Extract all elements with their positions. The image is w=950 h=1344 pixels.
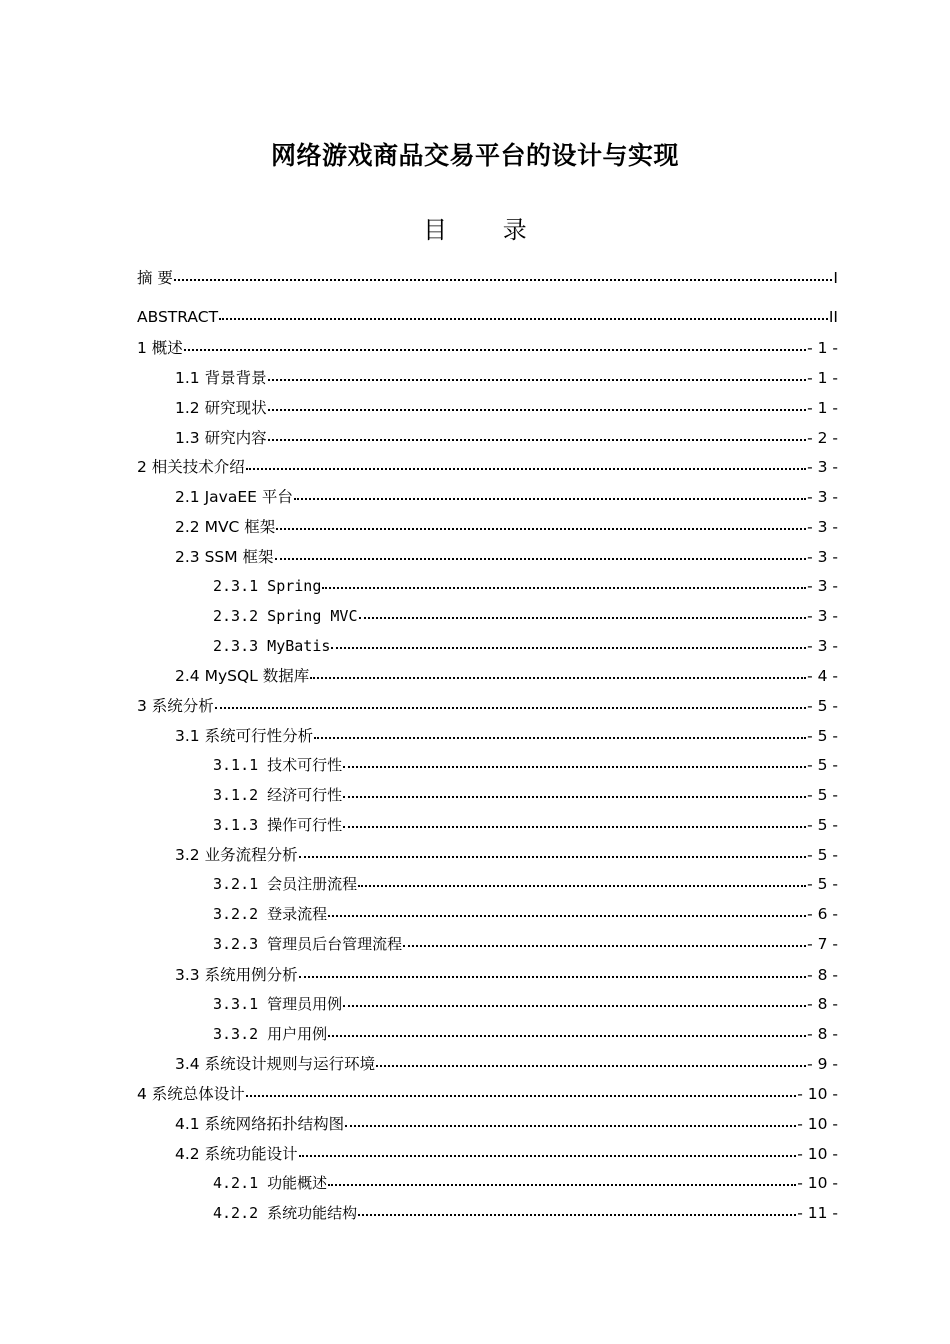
toc-page-number: - 5 - — [807, 785, 838, 804]
toc-entry-label: 4.2.2 系统功能结构 — [213, 1203, 358, 1222]
toc-entry[interactable] — [137, 993, 838, 1015]
toc-entry[interactable] — [137, 1112, 838, 1134]
toc-page-number: - 3 - — [807, 606, 838, 625]
toc-dot-leader — [343, 782, 806, 798]
toc-page-number: - 9 - — [807, 1055, 838, 1074]
toc-dot-leader — [358, 1200, 796, 1216]
toc-dot-leader — [328, 1170, 796, 1186]
toc-dot-leader — [376, 1051, 806, 1067]
toc-page-number: - 11 - — [797, 1203, 838, 1222]
toc-page-number: - 10 - — [797, 1085, 838, 1104]
toc-page-number: - 10 - — [797, 1115, 838, 1134]
toc-page-number: - 5 - — [807, 846, 838, 865]
toc-entry-label: 3.2.3 管理员后台管理流程 — [213, 935, 403, 953]
toc-page-number: II — [828, 308, 838, 326]
toc-entry-label: 3.2.1 会员注册流程 — [213, 875, 358, 894]
toc-entry-label: 1.2 研究现状 — [175, 398, 267, 417]
toc-entry[interactable] — [137, 1142, 838, 1164]
toc-entry[interactable] — [137, 426, 838, 448]
toc-entry[interactable] — [137, 515, 838, 537]
toc-entry[interactable] — [137, 1082, 838, 1104]
toc-entry[interactable] — [137, 635, 838, 657]
toc-dot-leader — [268, 365, 807, 381]
toc-dot-leader — [358, 871, 806, 887]
toc-dot-leader — [403, 931, 806, 947]
toc-page-number: - 3 - — [807, 518, 838, 537]
toc-page-number: - 7 - — [807, 935, 838, 953]
toc-dot-leader — [299, 1141, 797, 1157]
toc-entry-label: 3 系统分析 — [137, 697, 214, 716]
toc-entry-label: 3.2.2 登录流程 — [213, 905, 328, 924]
toc-page-number: - 5 - — [807, 697, 838, 716]
toc-page-number: - 1 - — [807, 339, 838, 357]
toc-entry[interactable] — [137, 366, 838, 388]
toc-page-number: - 1 - — [807, 398, 838, 417]
toc-entry[interactable] — [137, 933, 838, 955]
toc-dot-leader — [310, 663, 806, 679]
toc-entry-label: 1 概述 — [137, 339, 183, 357]
toc-page-number: - 3 - — [807, 636, 838, 655]
toc-entry[interactable] — [137, 724, 838, 746]
toc-dot-leader — [299, 962, 807, 978]
toc-dot-leader — [268, 395, 807, 411]
toc-entry[interactable] — [137, 605, 838, 627]
toc-entry-label: 3.1 系统可行性分析 — [175, 727, 314, 746]
toc-page-number: - 6 - — [807, 905, 838, 924]
toc-entry-label: 2 相关技术介绍 — [137, 458, 245, 477]
toc-page-number: I — [833, 269, 838, 287]
toc-page-number: - 3 - — [807, 547, 838, 566]
toc-dot-leader — [299, 842, 807, 858]
toc-entry[interactable] — [137, 1052, 838, 1074]
toc-entry-label: 1.3 研究内容 — [175, 428, 267, 447]
toc-page-number: - 8 - — [807, 1024, 838, 1043]
toc-dot-leader — [268, 425, 807, 441]
toc-entry[interactable] — [137, 1202, 838, 1224]
toc-entry-label: 2.3.1 Spring — [213, 576, 322, 595]
toc-entry-label: 2.1 JavaEE 平台 — [175, 488, 293, 507]
toc-entry-label: 2.3.3 MyBatis — [213, 636, 331, 655]
toc-entry-label: 摘 要 — [137, 269, 173, 287]
toc-dot-leader — [343, 812, 806, 828]
toc-dot-leader — [246, 1081, 796, 1097]
toc-entry-label: 4.2 系统功能设计 — [175, 1144, 298, 1163]
toc-dot-leader — [294, 484, 806, 500]
toc-dot-leader — [322, 573, 806, 589]
toc-entry[interactable] — [137, 575, 838, 597]
toc-entry[interactable] — [137, 843, 838, 865]
toc-dot-leader — [276, 514, 806, 530]
toc-entry-label: 1.1 背景背景 — [175, 368, 267, 387]
toc-entry-label: 2.3 SSM 框架 — [175, 547, 274, 566]
toc-page-number: - 8 - — [807, 994, 838, 1013]
toc-heading: 目 录 — [423, 216, 551, 244]
toc-page-number: - 5 - — [807, 755, 838, 774]
toc-entry-label: 4.2.1 功能概述 — [213, 1173, 328, 1192]
toc-page-number: - 5 - — [807, 727, 838, 746]
toc-entry-label: 2.4 MySQL 数据库 — [175, 667, 310, 686]
toc-page-number: - 2 - — [807, 428, 838, 447]
toc-entry-label: 3.1.3 操作可行性 — [213, 815, 343, 834]
toc-page-number: - 3 - — [807, 576, 838, 595]
toc-entry[interactable] — [137, 545, 838, 567]
toc-dot-leader — [345, 1111, 796, 1127]
toc-page-number: - 4 - — [807, 667, 838, 686]
toc-dot-leader — [275, 544, 807, 560]
toc-dot-leader — [359, 603, 807, 619]
toc-dot-leader — [343, 991, 806, 1007]
toc-entry[interactable] — [137, 664, 838, 686]
toc-page-number: - 1 - — [807, 368, 838, 387]
toc-entry-label: 3.4 系统设计规则与运行环境 — [175, 1055, 376, 1074]
toc-entry-label: 3.1.1 技术可行性 — [213, 755, 343, 774]
toc-page-number: - 10 - — [797, 1144, 838, 1163]
toc-entry-label: 3.3.2 用户用例 — [213, 1024, 328, 1043]
toc-dot-leader — [246, 454, 806, 470]
toc-page-number: - 10 - — [797, 1173, 838, 1192]
toc-page-number: - 5 - — [807, 815, 838, 834]
toc-entry[interactable] — [137, 784, 838, 806]
toc-entry[interactable] — [137, 1172, 838, 1194]
toc-entry[interactable] — [137, 1023, 838, 1045]
toc-entry-label: 2.2 MVC 框架 — [175, 518, 276, 537]
toc-entry-label: 4 系统总体设计 — [137, 1085, 245, 1104]
toc-entry[interactable] — [137, 266, 838, 288]
toc-entry-label: 3.1.2 经济可行性 — [213, 785, 343, 804]
toc-entry[interactable] — [137, 903, 838, 925]
toc-page-number: - 5 - — [807, 875, 838, 894]
toc-dot-leader — [174, 265, 832, 281]
toc-dot-leader — [328, 1021, 806, 1037]
toc-dot-leader — [219, 304, 828, 320]
toc-page-number: - 3 - — [807, 488, 838, 507]
toc-dot-leader — [184, 335, 806, 351]
toc-entry-label: 4.1 系统网络拓扑结构图 — [175, 1115, 345, 1134]
toc-entry[interactable] — [137, 455, 838, 477]
toc-entry-label: 3.3.1 管理员用例 — [213, 994, 343, 1013]
toc-dot-leader — [343, 752, 806, 768]
toc-dot-leader — [314, 723, 806, 739]
toc-entry[interactable] — [137, 814, 838, 836]
document-title: 网络游戏商品交易平台的设计与实现 — [270, 141, 679, 170]
toc-dot-leader — [331, 633, 806, 649]
toc-entry[interactable] — [137, 306, 838, 328]
toc-entry-label: 3.2 业务流程分析 — [175, 846, 298, 865]
toc-entry[interactable] — [137, 754, 838, 776]
toc-entry[interactable] — [137, 336, 838, 358]
toc-entry-label: 3.3 系统用例分析 — [175, 965, 298, 984]
toc-entry-label: ABSTRACT — [137, 308, 219, 326]
toc-entry[interactable] — [137, 963, 838, 985]
toc-page-number: - 3 - — [807, 458, 838, 477]
toc-dot-leader — [328, 901, 806, 917]
toc-entry[interactable] — [137, 485, 838, 507]
toc-entry[interactable] — [137, 873, 838, 895]
toc-entry[interactable] — [137, 396, 838, 418]
toc-entry[interactable] — [137, 694, 838, 716]
toc-page-number: - 8 - — [807, 965, 838, 984]
toc-dot-leader — [215, 693, 806, 709]
toc-entry-label: 2.3.2 Spring MVC — [213, 606, 358, 625]
